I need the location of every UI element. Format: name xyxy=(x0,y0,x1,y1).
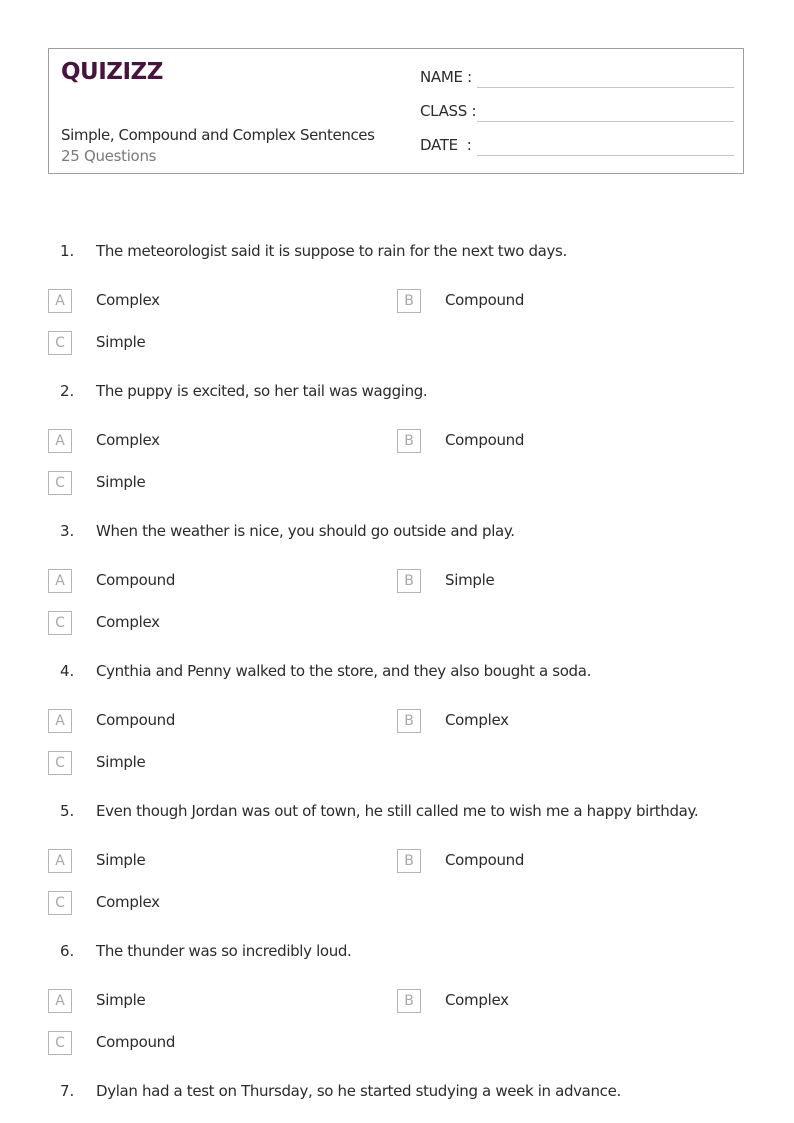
question-number: 4. xyxy=(60,662,75,680)
question-7 xyxy=(0,1082,794,1112)
question-text: The thunder was so incredibly loud. xyxy=(96,942,352,960)
option-text[interactable]: Complex xyxy=(96,431,160,449)
question-text: The puppy is excited, so her tail was wagging. xyxy=(96,382,428,400)
option-text[interactable]: Simple xyxy=(96,473,146,491)
option-letter-box[interactable]: B xyxy=(397,709,421,733)
option-letter-box[interactable]: C xyxy=(48,471,72,495)
option-letter-box[interactable]: B xyxy=(397,429,421,453)
option-letter-box[interactable]: A xyxy=(48,709,72,733)
option-letter-box[interactable]: A xyxy=(48,989,72,1013)
option-letter-box[interactable]: A xyxy=(48,429,72,453)
date-field[interactable] xyxy=(420,136,734,158)
option-text[interactable]: Compound xyxy=(96,571,176,589)
question-3 xyxy=(0,522,794,662)
option-letter-box[interactable]: C xyxy=(48,751,72,775)
option-text[interactable]: Compound xyxy=(445,291,525,309)
question-number: 3. xyxy=(60,522,75,540)
option-letter-box[interactable]: A xyxy=(48,849,72,873)
question-text: Cynthia and Penny walked to the store, and they also bought a soda. xyxy=(96,662,591,680)
name-line[interactable] xyxy=(477,87,734,88)
option-text[interactable]: Simple xyxy=(96,333,146,351)
option-text[interactable]: Simple xyxy=(96,851,146,869)
question-6 xyxy=(0,942,794,1082)
option-text[interactable]: Complex xyxy=(445,711,509,729)
question-1 xyxy=(0,242,794,382)
option-text[interactable]: Simple xyxy=(96,753,146,771)
option-text[interactable]: Simple xyxy=(445,571,495,589)
name-field[interactable] xyxy=(420,68,734,90)
option-letter-box[interactable]: B xyxy=(397,849,421,873)
question-count: 25 Questions xyxy=(61,147,157,165)
option-text[interactable]: Complex xyxy=(445,991,509,1009)
question-number: 7. xyxy=(60,1082,75,1100)
option-text[interactable]: Compound xyxy=(445,431,525,449)
option-text[interactable]: Simple xyxy=(96,991,146,1009)
question-number: 6. xyxy=(60,942,75,960)
question-5 xyxy=(0,802,794,942)
question-text: Even though Jordan was out of town, he still called me to wish me a happy birthday. xyxy=(96,802,699,820)
option-letter-box[interactable]: A xyxy=(48,569,72,593)
question-text: The meteorologist said it is suppose to rain for the next two days. xyxy=(96,242,567,260)
question-2 xyxy=(0,382,794,522)
question-4 xyxy=(0,662,794,802)
option-letter-box[interactable]: B xyxy=(397,289,421,313)
name-label: NAME : xyxy=(420,68,472,86)
worksheet-header xyxy=(48,48,744,174)
option-text[interactable]: Complex xyxy=(96,893,160,911)
class-field[interactable] xyxy=(420,102,734,124)
question-number: 2. xyxy=(60,382,75,400)
option-text[interactable]: Complex xyxy=(96,291,160,309)
date-label: DATE : xyxy=(420,136,472,154)
question-text: Dylan had a test on Thursday, so he started studying a week in advance. xyxy=(96,1082,621,1100)
option-letter-box[interactable]: A xyxy=(48,289,72,313)
date-line[interactable] xyxy=(477,155,734,156)
class-line[interactable] xyxy=(477,121,734,122)
option-letter-box[interactable]: B xyxy=(397,989,421,1013)
option-text[interactable]: Compound xyxy=(445,851,525,869)
option-letter-box[interactable]: C xyxy=(48,611,72,635)
question-number: 5. xyxy=(60,802,75,820)
option-text[interactable]: Compound xyxy=(96,1033,176,1051)
question-number: 1. xyxy=(60,242,75,260)
question-text: When the weather is nice, you should go outside and play. xyxy=(96,522,515,540)
option-letter-box[interactable]: C xyxy=(48,331,72,355)
class-label: CLASS : xyxy=(420,102,477,120)
worksheet-title: Simple, Compound and Complex Sentences xyxy=(61,126,375,144)
option-letter-box[interactable]: B xyxy=(397,569,421,593)
option-letter-box[interactable]: C xyxy=(48,1031,72,1055)
option-letter-box[interactable]: C xyxy=(48,891,72,915)
quizizz-logo: QUIZIZZ xyxy=(61,59,163,85)
option-text[interactable]: Compound xyxy=(96,711,176,729)
option-text[interactable]: Complex xyxy=(96,613,160,631)
